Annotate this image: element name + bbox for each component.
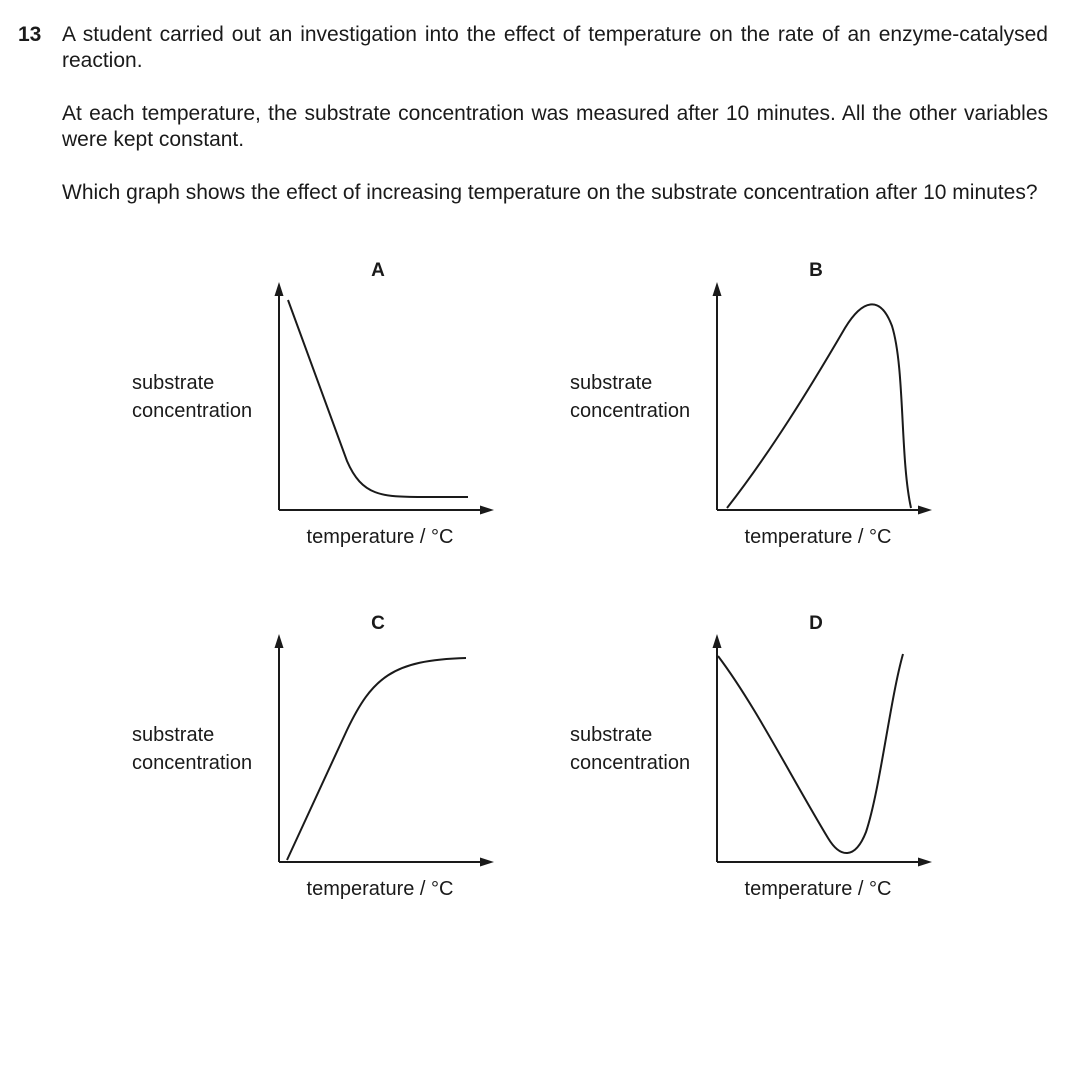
graph-option-a[interactable] xyxy=(132,258,572,588)
question-prompt-text: Which graph shows the effect of increasing temperature on the substrate concentration after 10 minutes? xyxy=(62,181,1038,204)
x-axis-arrow-c xyxy=(480,858,494,867)
y-axis-arrow-a xyxy=(275,282,284,296)
y-axis-label-c-line2: concentration xyxy=(132,752,253,774)
option-label-a: A xyxy=(371,260,385,281)
option-label-c: C xyxy=(371,613,385,634)
y-axis-label-c-line1: substrate xyxy=(132,724,215,746)
y-axis-label-b-line1: substrate xyxy=(570,372,653,394)
y-axis-arrow-c xyxy=(275,634,284,648)
y-axis-label-d-line1: substrate xyxy=(570,724,653,746)
x-axis-label-a: temperature / °C xyxy=(306,526,454,548)
x-axis-arrow-a xyxy=(480,506,494,515)
x-axis-arrow-d xyxy=(918,858,932,867)
x-axis-label-d: temperature / °C xyxy=(744,878,892,900)
question-method-text: At each temperature, the substrate concentration was measured after 10 minutes. All the other variables were kept constant. xyxy=(62,102,1048,151)
option-label-b: B xyxy=(809,260,823,281)
y-axis-arrow-d xyxy=(713,634,722,648)
y-axis-label-a-line1: substrate xyxy=(132,372,215,394)
x-axis-label-c: temperature / °C xyxy=(306,878,454,900)
y-axis-label-d-line2: concentration xyxy=(570,752,691,774)
graph-option-c[interactable] xyxy=(132,610,572,940)
option-label-d: D xyxy=(809,613,823,634)
y-axis-label-b-line2: concentration xyxy=(570,400,691,422)
question-intro-text: A student carried out an investigation into the effect of temperature on the rate of an enzyme-catalysed reaction. xyxy=(62,23,1048,72)
x-axis-arrow-b xyxy=(918,506,932,515)
curve-b xyxy=(727,304,911,508)
curve-c xyxy=(287,658,466,860)
graph-option-d[interactable] xyxy=(570,610,1010,940)
y-axis-arrow-b xyxy=(713,282,722,296)
x-axis-label-b: temperature / °C xyxy=(744,526,892,548)
graph-option-b[interactable] xyxy=(570,258,1010,588)
y-axis-label-a-line2: concentration xyxy=(132,400,253,422)
curve-d xyxy=(718,654,903,853)
curve-a xyxy=(288,300,468,497)
question-number: 13 xyxy=(18,23,42,46)
